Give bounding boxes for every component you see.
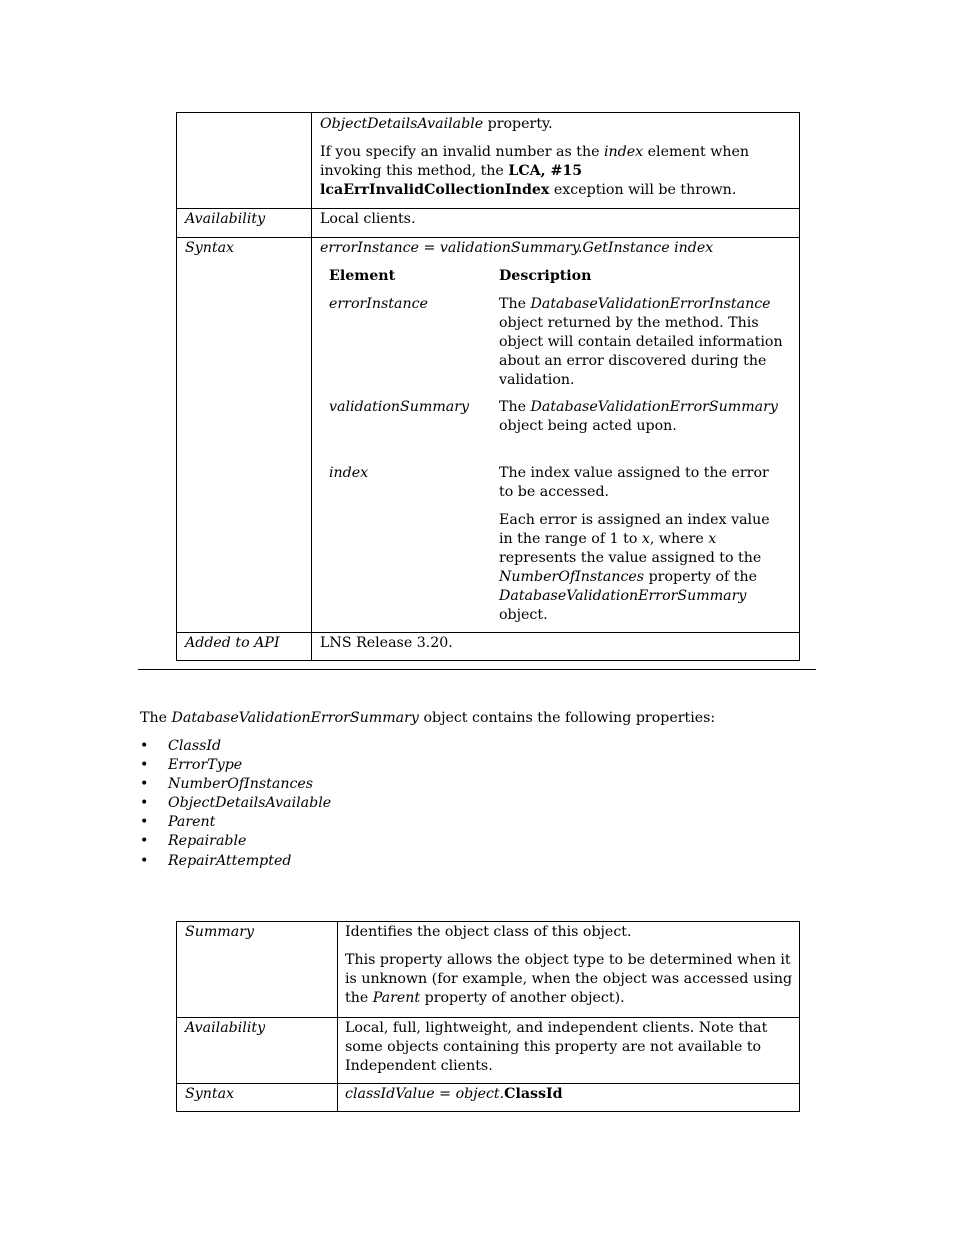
property-name: NumberOfInstances: [168, 776, 314, 793]
properties-intro: The DatabaseValidationErrorSummary object contains the following properties:: [140, 710, 716, 726]
section-divider: [138, 669, 816, 670]
property-name: RepairAttempted: [168, 852, 292, 869]
bullet: •: [140, 776, 149, 793]
property-name: ObjectDetailsAvailable: [168, 795, 332, 812]
syntax-label: Syntax: [185, 1086, 235, 1102]
classid-table: [176, 921, 800, 1112]
element-name: errorInstance: [329, 296, 428, 312]
property-name: ErrorType: [168, 757, 243, 774]
syntax-line: errorInstance = validationSummary.GetInstance index: [320, 240, 714, 256]
added-to-api-row: [177, 632, 799, 662]
syntax-value: classIdValue = object.ClassId: [345, 1086, 563, 1102]
added-to-api-value: LNS Release 3.20.: [320, 635, 453, 651]
description-column-header: Description: [499, 268, 592, 284]
syntax-row: [177, 1083, 799, 1113]
availability-label: Availability: [185, 211, 266, 227]
bullet: •: [140, 757, 149, 774]
summary-paragraph-2: This property allows the object type to be determined when it is unknown (for example, when the object was accessed using the Parent property of another object).: [345, 952, 793, 1006]
property-name: Repairable: [168, 833, 247, 850]
method-table: [176, 112, 800, 661]
description-row: [177, 113, 799, 208]
property-name: Parent: [168, 814, 216, 831]
bullet: •: [140, 795, 149, 812]
description-paragraph-2: If you specify an invalid number as the index element when invoking this method, the LCA, #15 lcaErrInvalidCollectionIndex exception will be thrown.: [320, 144, 750, 198]
availability-value: Local, full, lightweight, and independent clients. Note that some objects containing this property are not available to Independent clients.: [345, 1020, 768, 1074]
syntax-row: [177, 237, 799, 633]
element-name: index: [329, 465, 369, 481]
syntax-label: Syntax: [185, 240, 235, 256]
summary-line-1: Identifies the object class of this object.: [345, 924, 632, 940]
bullet: •: [140, 738, 149, 754]
bullet: •: [140, 833, 149, 850]
element-column-header: Element: [329, 268, 396, 284]
bullet: •: [140, 852, 149, 869]
availability-label: Availability: [185, 1020, 266, 1036]
summary-row: [177, 922, 799, 1017]
availability-value: Local clients.: [320, 211, 416, 227]
element-description: The index value assigned to the error to be accessed. Each error is assigned an index value in the range of 1 to x, where x represents the value assigned to the NumberOfInstances property of the DatabaseValidationErrorSummary object.: [499, 465, 770, 623]
added-to-api-label: Added to API: [185, 635, 280, 651]
element-name: validationSummary: [329, 399, 470, 415]
element-description: The DatabaseValidationErrorInstance object returned by the method. This object will contain detailed information about an error discovered during the validation.: [499, 296, 783, 388]
element-description: The DatabaseValidationErrorSummary object being acted upon.: [499, 399, 778, 434]
property-name: ClassId: [168, 738, 222, 754]
availability-row: [177, 208, 799, 238]
summary-label: Summary: [185, 924, 255, 940]
bullet: •: [140, 814, 149, 831]
exception-name: LCA, #15 lcaErrInvalidCollectionIndex: [320, 163, 583, 198]
description-line-1: ObjectDetailsAvailable property.: [320, 116, 553, 132]
availability-row: [177, 1017, 799, 1084]
